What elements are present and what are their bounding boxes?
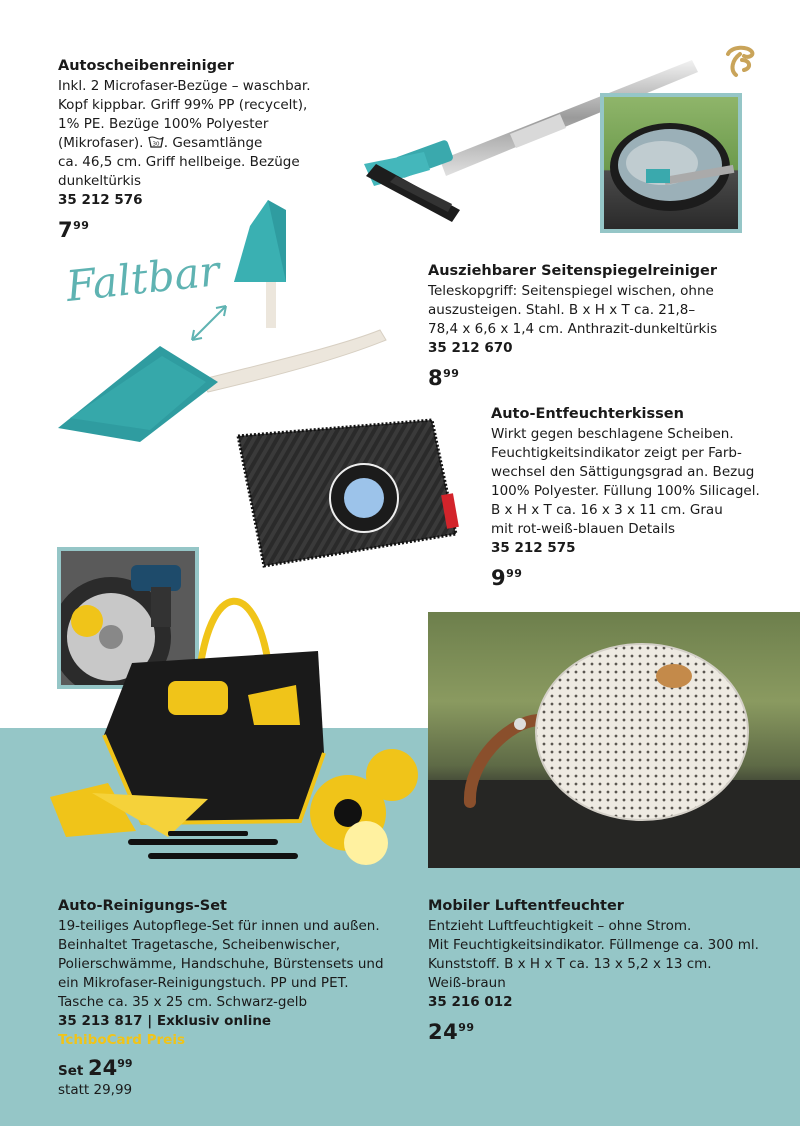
price-cents: 99 xyxy=(117,1057,133,1070)
price xyxy=(428,364,728,388)
price-main: 24 xyxy=(428,1020,459,1044)
product-reinigungsset xyxy=(58,896,388,1100)
article-number: 35 212 670 xyxy=(428,340,513,356)
price xyxy=(491,564,791,588)
description-line: Entzieht Luftfeuchtigkeit – ohne Strom. xyxy=(428,918,692,934)
cleaning-set-image xyxy=(48,585,438,870)
price-cents: 99 xyxy=(443,367,460,380)
svg-text:30: 30 xyxy=(152,141,160,148)
product-title: Autoscheibenreiniger xyxy=(58,58,234,74)
description-line: 78,4 x 6,6 x 1,4 cm. Anthrazit-dunkeltürkis xyxy=(428,321,718,337)
price-main: 7 xyxy=(58,218,74,242)
description-line: ein Mikrofaser-Reinigungstuch. PP und PET. xyxy=(58,975,349,991)
description-text: . Gesamtlänge xyxy=(163,135,263,151)
price xyxy=(428,1018,768,1042)
description-line: Mit Feuchtigkeitsindikator. Füllmenge ca. 300 ml. xyxy=(428,937,759,953)
description-line: Kunststoff. B x H x T ca. 13 x 5,2 x 13 cm. xyxy=(428,956,712,972)
description-line: ca. 46,5 cm. Griff hellbeige. Bezüge xyxy=(58,154,300,170)
set-label: Set xyxy=(58,1063,84,1079)
product-title: Auto-Reinigungs-Set xyxy=(58,898,227,914)
price-cents: 99 xyxy=(73,219,90,232)
description-line: dunkeltürkis xyxy=(58,173,142,189)
article-number: 35 212 575 xyxy=(491,540,576,556)
description-line: wechsel den Sättigungsgrad an. Bezug xyxy=(491,464,755,480)
description-line: Weiß-braun xyxy=(428,975,506,991)
set-price xyxy=(58,1054,388,1081)
product-luftentfeuchter xyxy=(428,896,768,1042)
price-cents: 99 xyxy=(458,1021,475,1034)
product-entfeuchterkissen xyxy=(491,404,791,588)
tchibo-bean-logo-icon xyxy=(722,44,758,78)
product-title: Ausziehbarer Seitenspiegelreiniger xyxy=(428,263,718,279)
tchibocard-label: TchiboCard Preis xyxy=(58,1032,186,1048)
old-price: statt 29,99 xyxy=(58,1082,133,1098)
wash-30-icon xyxy=(148,135,164,148)
product-title: Mobiler Luftentfeuchter xyxy=(428,898,624,914)
description-line: Inkl. 2 Microfaser-Bezüge – waschbar. xyxy=(58,78,311,94)
mirror-photo xyxy=(600,93,742,233)
description-line: Kopf kippbar. Griff 99% PP (recycelt), xyxy=(58,97,308,113)
description-line: 1% PE. Bezüge 100% Polyester xyxy=(58,116,269,132)
description-line: Wirkt gegen beschlagene Scheiben. xyxy=(491,426,734,442)
dehumidifier-pillow-image xyxy=(236,418,466,578)
description-line: Beinhaltet Tragetasche, Scheibenwischer, xyxy=(58,937,341,953)
product-title: Auto-Entfeuchterkissen xyxy=(491,406,684,422)
price-main: 8 xyxy=(428,366,444,390)
window-cleaner-image xyxy=(50,196,400,456)
article-number: 35 212 576 xyxy=(58,192,143,208)
dehumidifier-photo xyxy=(428,612,800,868)
description-line xyxy=(58,134,318,153)
description-line: mit rot-weiß-blauen Details xyxy=(491,521,675,537)
description-line: B x H x T ca. 16 x 3 x 11 cm. Grau xyxy=(491,502,723,518)
price-main: 24 xyxy=(88,1056,118,1080)
description-line: Feuchtigkeitsindikator zeigt per Farb- xyxy=(491,445,742,461)
price-cents: 99 xyxy=(506,567,523,580)
description-line: Tasche ca. 35 x 25 cm. Schwarz-gelb xyxy=(58,994,308,1010)
description-line: 19-teiliges Autopflege-Set für innen und außen. xyxy=(58,918,380,934)
description-line: Polierschwämme, Handschuhe, Bürstensets und xyxy=(58,956,384,972)
description-line: auszusteigen. Stahl. B x H x T ca. 21,8– xyxy=(428,302,696,318)
description-line: 100% Polyester. Füllung 100% Silicagel. xyxy=(491,483,760,499)
faltbar-label: Faltbar xyxy=(63,246,222,311)
description-text: (Mikrofaser). xyxy=(58,135,148,151)
product-seitenspiegelreiniger xyxy=(428,261,728,388)
price-main: 9 xyxy=(491,566,507,590)
article-number: 35 213 817 | Exklusiv online xyxy=(58,1013,272,1029)
article-number: 35 216 012 xyxy=(428,994,513,1010)
description-line: Teleskopgriff: Seitenspiegel wischen, ohne xyxy=(428,283,714,299)
